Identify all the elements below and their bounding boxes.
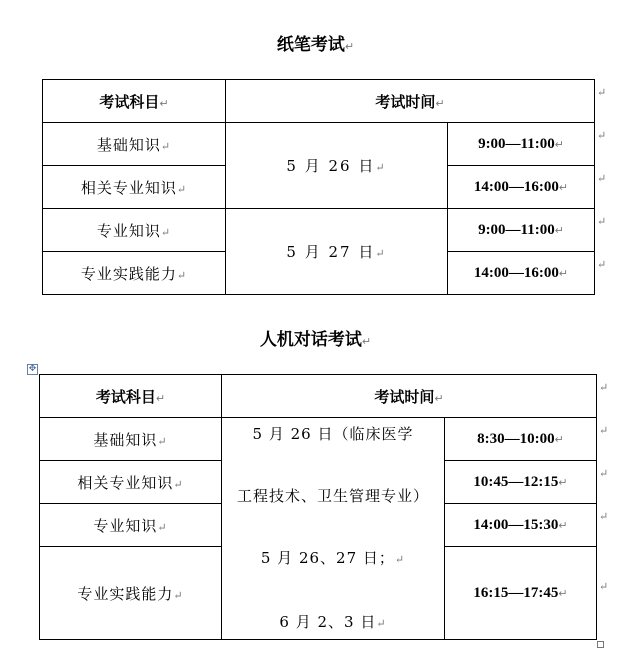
row-end-mark: ↵ xyxy=(599,510,609,523)
subject-cell: 相关专业知识↵ xyxy=(43,166,226,209)
time-cell: 14:00—16:00↵ xyxy=(448,252,595,295)
row-end-mark: ↵ xyxy=(597,86,607,99)
time-cell: 9:00—11:00↵ xyxy=(448,123,595,166)
table-row xyxy=(40,418,597,461)
subject-cell: 专业实践能力↵ xyxy=(43,252,226,295)
computer-exam-title-text: 人机对话考试 xyxy=(259,330,362,350)
date-line: 5 月 26、27 日；↵ xyxy=(260,548,406,567)
table-header-row xyxy=(40,375,597,418)
subject-cell: 相关专业知识↵ xyxy=(40,461,222,504)
row-end-mark: ↵ xyxy=(599,467,609,480)
subject-cell: 专业实践能力↵ xyxy=(40,547,222,640)
date-line: 5 月 26 日（临床医学 xyxy=(252,424,414,443)
row-end-mark: ↵ xyxy=(597,215,607,228)
date-line: 工程技术、卫生管理专业） xyxy=(236,486,429,505)
table-move-handle-icon[interactable]: ✥ xyxy=(28,364,37,374)
date-cell: 5 月 26 日↵ xyxy=(226,123,448,209)
paragraph-mark: ↵ xyxy=(344,40,355,53)
time-cell: 14:00—16:00↵ xyxy=(448,166,595,209)
row-end-mark: ↵ xyxy=(599,424,609,437)
time-cell: 8:30—10:00↵ xyxy=(445,418,597,461)
time-cell: 9:00—11:00↵ xyxy=(448,209,595,252)
row-end-mark: ↵ xyxy=(599,381,609,394)
paper-exam-title-text: 纸笔考试 xyxy=(276,35,345,55)
date-line: 6 月 2、3 日↵ xyxy=(279,612,387,631)
paper-exam-title xyxy=(0,30,631,55)
table-row xyxy=(43,123,595,166)
computer-exam-title xyxy=(0,325,631,350)
subject-cell: 基础知识↵ xyxy=(43,123,226,166)
date-cell xyxy=(222,418,445,640)
row-end-mark: ↵ xyxy=(597,129,607,142)
table-resize-handle[interactable] xyxy=(597,641,604,648)
header-subject: 考试科目↵ xyxy=(43,80,226,123)
table-header-row xyxy=(43,80,595,123)
header-time: 考试时间↵ xyxy=(226,80,595,123)
row-end-mark: ↵ xyxy=(599,580,609,593)
paper-exam-table xyxy=(42,79,595,295)
row-end-mark: ↵ xyxy=(597,258,607,271)
computer-exam-table xyxy=(39,374,597,640)
paragraph-mark: ↵ xyxy=(361,335,372,348)
header-subject: 考试科目↵ xyxy=(40,375,222,418)
time-cell: 10:45—12:15↵ xyxy=(445,461,597,504)
time-cell: 14:00—15:30↵ xyxy=(445,504,597,547)
subject-cell: 基础知识↵ xyxy=(40,418,222,461)
table-row xyxy=(43,209,595,252)
header-time: 考试时间↵ xyxy=(222,375,597,418)
date-cell: 5 月 27 日↵ xyxy=(226,209,448,295)
subject-cell: 专业知识↵ xyxy=(40,504,222,547)
row-end-mark: ↵ xyxy=(597,172,607,185)
time-cell: 16:15—17:45↵ xyxy=(445,547,597,640)
subject-cell: 专业知识↵ xyxy=(43,209,226,252)
